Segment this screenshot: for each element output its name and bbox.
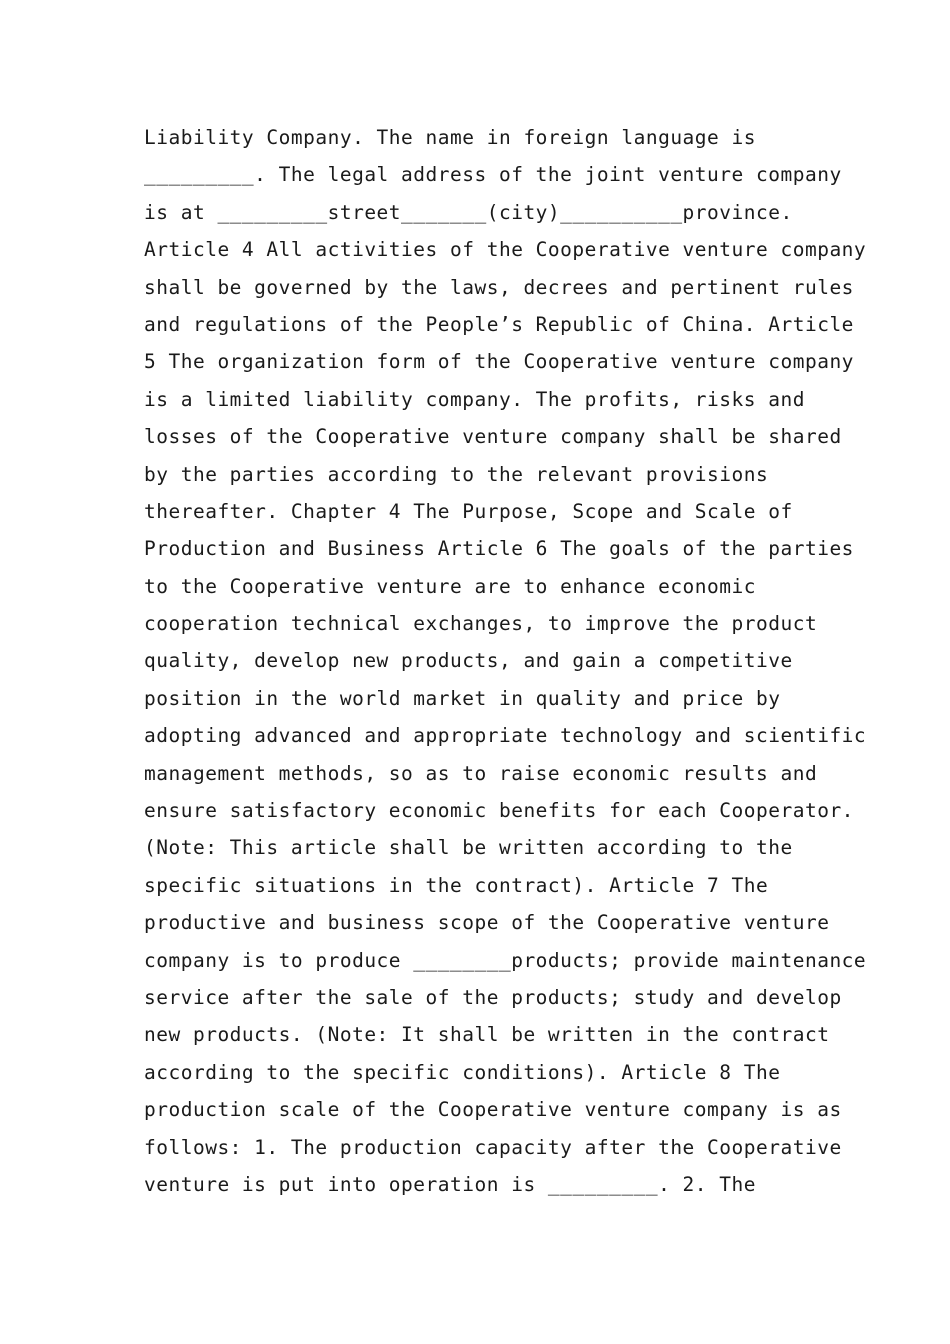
text-line: productive and business scope of the Cooperative venture [144,911,830,935]
text-line: Liability Company. The name in foreign language is [144,126,756,149]
text-line: is at _________street_______(city)__________province. [144,200,793,224]
text-line: _________. The legal address of the joint venture company [144,163,842,187]
text-line: management methods, so as to raise economic results and [144,761,818,785]
text-line: production scale of the Cooperative venture company is as [144,1098,842,1122]
text-line: to the Cooperative venture are to enhance economic [144,574,756,598]
text-line: Production and Business Article 6 The goals of the parties [144,537,854,561]
text-line: service after the sale of the products; study and develop [144,985,842,1009]
text-line: 5 The organization form of the Cooperative venture company [144,350,854,374]
text-line: venture is put into operation is _________. 2. The [144,1172,756,1196]
text-line: losses of the Cooperative venture company shall be shared [144,425,842,449]
text-line: and regulations of the People’s Republic of China. Article [144,312,854,336]
text-line: specific situations in the contract). Article 7 The [144,873,769,897]
text-line: new products. (Note: It shall be written in the contract [144,1023,830,1047]
text-line: shall be governed by the laws, decrees and pertinent rules [144,275,854,299]
text-line: company is to produce ________products; provide maintenance [144,948,867,972]
text-line: thereafter. Chapter 4 The Purpose, Scope and Scale of [144,499,793,523]
text-line: by the parties according to the relevant provisions [144,462,769,486]
text-line: quality, develop new products, and gain a competitive [144,649,793,673]
text-line: cooperation technical exchanges, to improve the product [144,612,818,636]
text-line: adopting advanced and appropriate technology and scientific [144,724,867,748]
body-text [144,119,867,1203]
text-line: is a limited liability company. The profits, risks and [144,387,805,411]
text-line: position in the world market in quality and price by [144,686,781,710]
text-line: ensure satisfactory economic benefits for each Cooperator. [144,799,854,823]
text-line: Article 4 All activities of the Cooperative venture company [144,238,867,262]
text-line: follows: 1. The production capacity after the Cooperative [144,1135,842,1159]
text-line: (Note: This article shall be written according to the [144,836,793,860]
text-line: according to the specific conditions). Article 8 The [144,1060,781,1084]
